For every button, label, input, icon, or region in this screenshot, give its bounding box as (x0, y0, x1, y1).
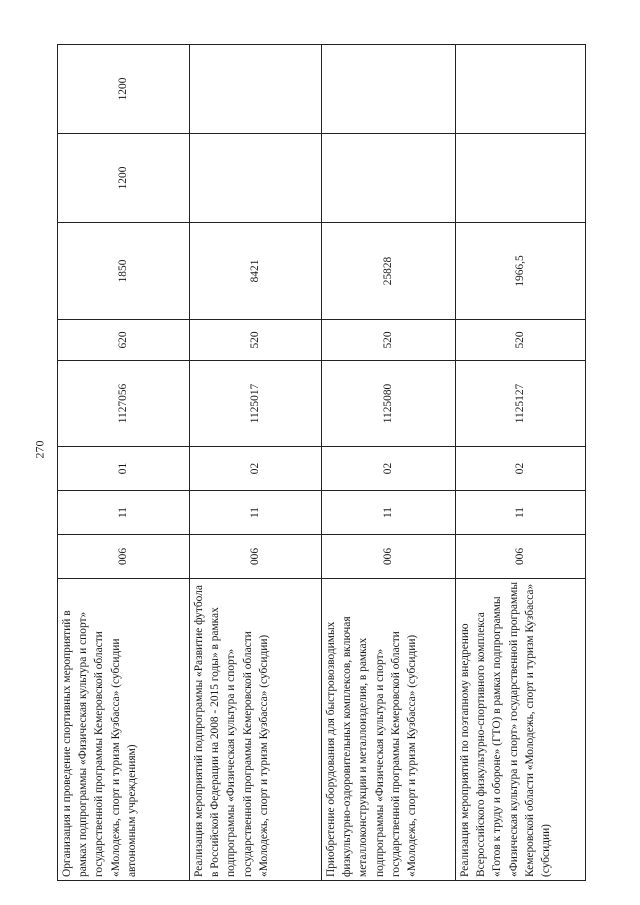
expense-type-cell: 520 (456, 320, 586, 361)
org-code-cell: 006 (456, 535, 586, 579)
table-row (456, 45, 586, 881)
expense-type-cell: 520 (322, 320, 456, 361)
page-number: 270 (32, 440, 47, 459)
description-cell: Организация и проведение спортивных мероприятий в рамках подпрограммы «Физическая культура и спорт» государственной программы Кемеровской области «Молодежь, спорт и туризм Кузбасса» (субсидии автономным учреждениям) (58, 579, 190, 881)
amount-year1-cell: 1966,5 (456, 223, 586, 320)
org-code-cell: 006 (322, 535, 456, 579)
amount-year2-cell (190, 134, 322, 223)
expense-type-cell: 520 (190, 320, 322, 361)
section-code-cell: 11 (58, 491, 190, 535)
amount-year3-cell (190, 45, 322, 134)
table-row (322, 45, 456, 881)
amount-year3-cell (322, 45, 456, 134)
org-code-cell: 006 (190, 535, 322, 579)
table-container (57, 45, 585, 881)
amount-year3-cell (456, 45, 586, 134)
amount-year2-cell (456, 134, 586, 223)
org-code-cell: 006 (58, 535, 190, 579)
subsection-code-cell: 02 (456, 447, 586, 491)
subsection-code-cell: 02 (322, 447, 456, 491)
section-code-cell: 11 (190, 491, 322, 535)
description-cell: Реализация мероприятий по поэтапному внедрению Всероссийского физкультурно-спортивного комплекса «Готов к труду и обороне» (ГТО) в рамках подпрограммы «Физическая культура и спорт» государственной программы Кемеровской области «Молодежь, спорт и туризм Кузбасса» (субсидии) (456, 579, 586, 881)
subsection-code-cell: 01 (58, 447, 190, 491)
target-code-cell: 1125127 (456, 361, 586, 447)
target-code-cell: 1125080 (322, 361, 456, 447)
subsection-code-cell: 02 (190, 447, 322, 491)
amount-year2-cell: 1200 (58, 134, 190, 223)
amount-year1-cell: 8421 (190, 223, 322, 320)
expense-type-cell: 620 (58, 320, 190, 361)
section-code-cell: 11 (456, 491, 586, 535)
amount-year3-cell: 1200 (58, 45, 190, 134)
table-row (58, 45, 190, 881)
description-cell: Приобретение оборудования для быстровозводимых физкультурно-оздоровительных комплексов, включая металлоконструкции и металлоизделия, в рамках подпрограммы «Физическая культура и спорт» государственной программы Кемеровской области «Молодежь, спорт и туризм Кузбасса» (субсидии) (322, 579, 456, 881)
budget-table (57, 44, 586, 881)
target-code-cell: 1125017 (190, 361, 322, 447)
amount-year2-cell (322, 134, 456, 223)
target-code-cell: 1127056 (58, 361, 190, 447)
amount-year1-cell: 1850 (58, 223, 190, 320)
rotated-table-frame (57, 45, 585, 881)
description-cell: Реализация мероприятий подпрограммы «Развитие футбола в Российской Федерации на 2008 - 2015 годы» в рамках подпрограммы «Физическая культура и спорт» государственной программы Кемеровской области «Молодежь, спорт и туризм Кузбасса» (субсидии) (190, 579, 322, 881)
amount-year1-cell: 25828 (322, 223, 456, 320)
section-code-cell: 11 (322, 491, 456, 535)
table-row (190, 45, 322, 881)
